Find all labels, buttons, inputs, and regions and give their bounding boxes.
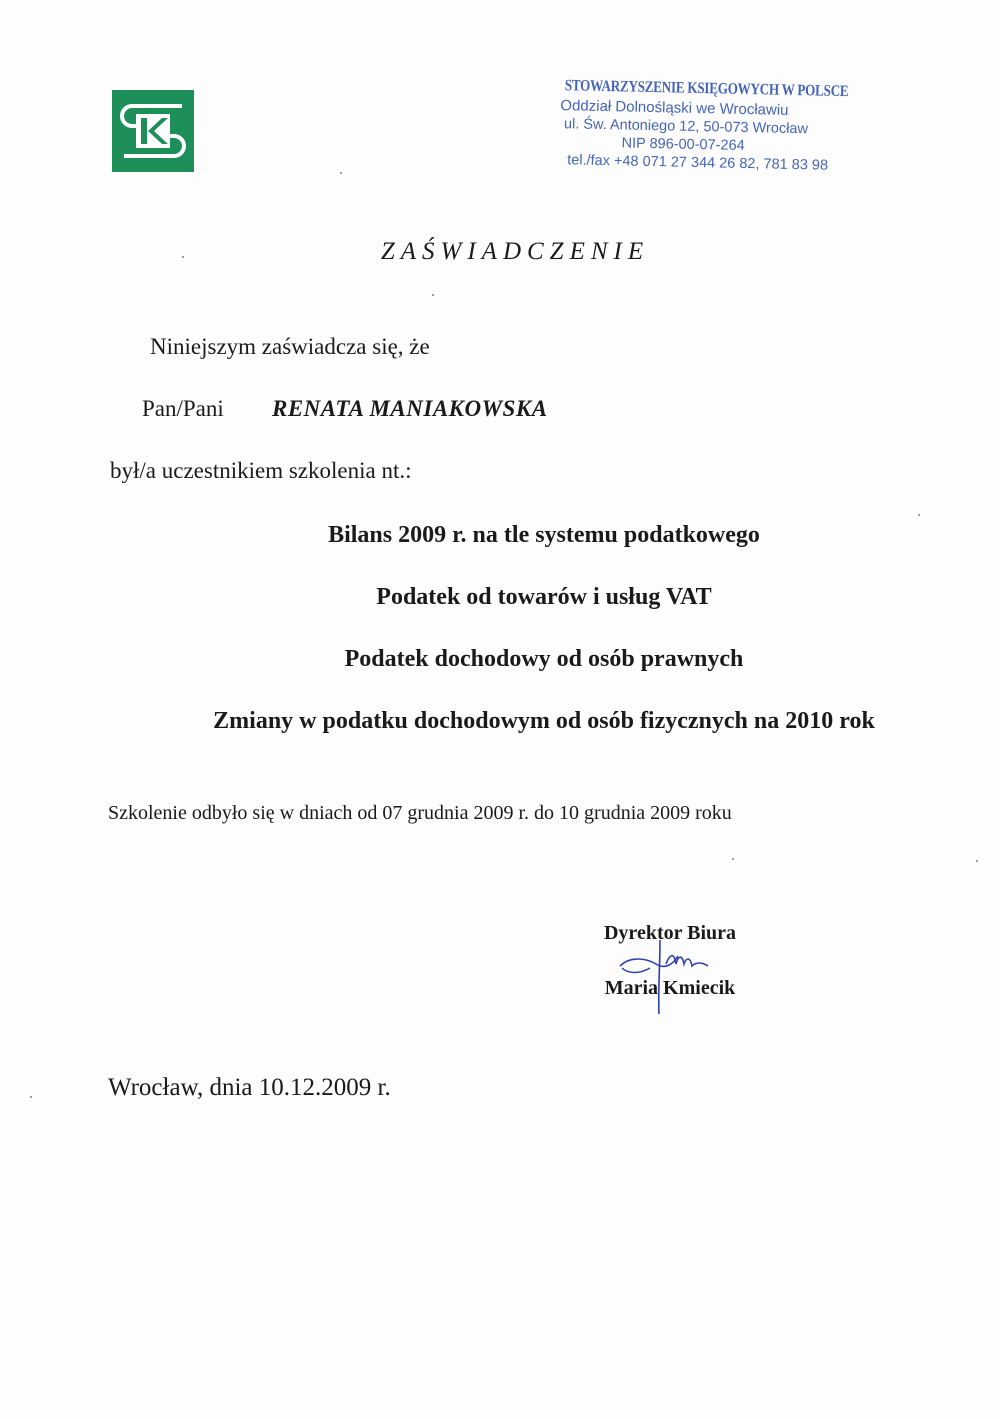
training-topic: Podatek dochodowy od osób prawnych [344,646,744,672]
sk-logo-icon [112,90,194,172]
director-title: Dyrektor Biura [603,922,737,944]
scan-speck [340,172,342,174]
place-and-date: Wrocław, dnia 10.12.2009 r. [108,1074,391,1101]
organization-stamp [547,77,849,174]
stamp-line-address: ul. Św. Antoniego 12, 50-073 Wrocław [563,116,809,138]
stamp-line-nip: NIP 896-00-07-264 [621,135,745,154]
scan-speck [732,858,734,860]
intro-text: Niniejszym zaświadcza się, że [150,334,430,359]
training-dates-text: Szkolenie odbyło się w dniach od 07 grudnia 2009 r. do 10 grudnia 2009 roku [108,802,732,824]
scan-speck [30,1096,32,1098]
training-topic: Podatek od towarów i usług VAT [376,584,712,610]
scan-speck [182,256,184,258]
participant-text: był/a uczestnikiem szkolenia nt.: [110,458,412,483]
stamp-line-organization: STOWARZYSZENIE KSIĘGOWYCH W POLSCE [564,77,849,101]
director-name: Maria Kmiecik [604,977,736,999]
salutation-text: Pan/Pani [142,396,224,421]
participant-name: RENATA MANIAKOWSKA [272,396,548,421]
scan-speck [918,514,920,516]
stamp-line-branch: Oddział Dolnośląski we Wrocławiu [560,97,789,119]
document-title: ZAŚWIADCZENIE [380,238,650,265]
scan-speck [976,860,978,862]
training-topic: Bilans 2009 r. na tle systemu podatkowego [328,522,760,548]
scan-speck [432,294,434,296]
stamp-line-phone: tel./fax +48 071 27 344 26 82, 781 83 98 [567,152,829,174]
training-topic: Zmiany w podatku dochodowym od osób fizycznych na 2010 rok [213,708,875,734]
handwritten-signature-icon [616,936,726,1016]
